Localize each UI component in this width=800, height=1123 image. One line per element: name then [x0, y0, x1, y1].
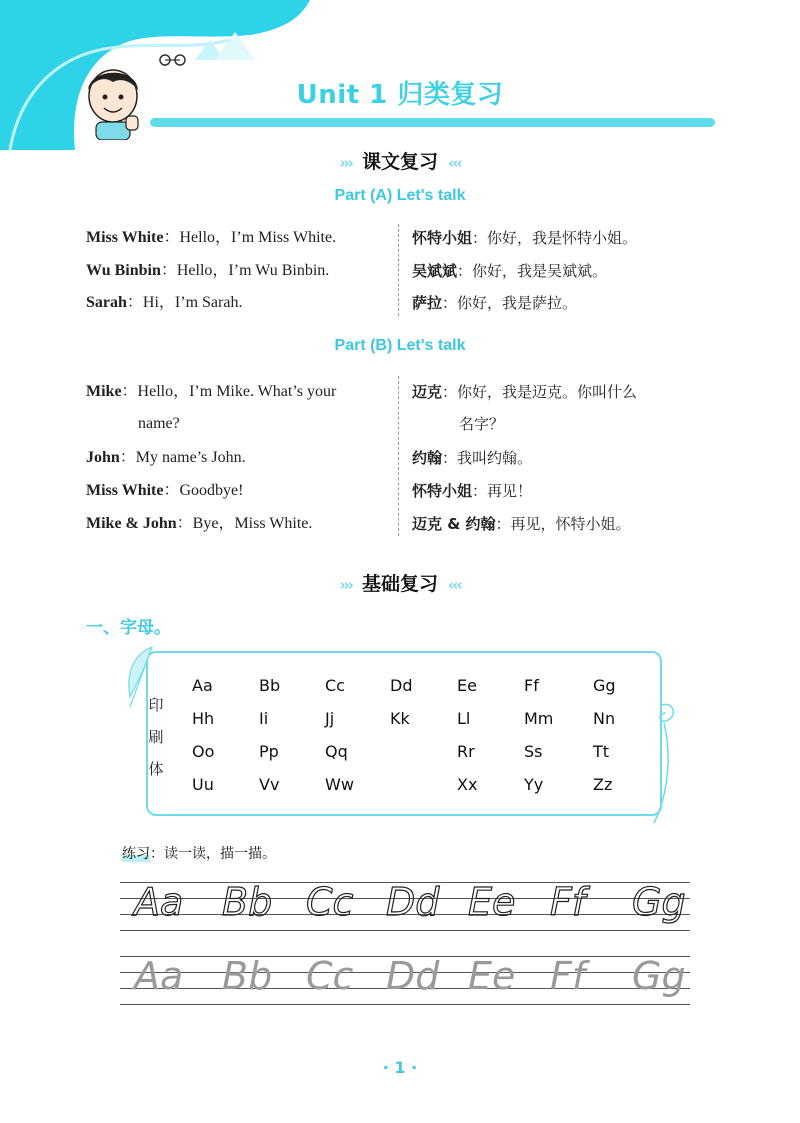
print-letter: Bb — [259, 676, 281, 695]
print-letter: Hh — [192, 709, 215, 728]
dialog-line-cn: 怀特小姐：再见！ — [412, 482, 533, 500]
dialog-line-cn: 迈克 & 约翰：再见，怀特小姐。 — [412, 515, 631, 533]
section-title-label: 课文复习 — [361, 151, 438, 173]
trace-letter: Ee — [468, 880, 516, 924]
print-letter: Pp — [259, 742, 279, 761]
dialog-line: Miss White：Hello，I’m Miss White. — [86, 229, 337, 246]
practice-letter: Gg — [632, 954, 686, 998]
arrows-right-icon: ››› — [339, 576, 352, 594]
print-letter: Ww — [325, 775, 354, 794]
trace-letter: Ff — [550, 880, 586, 924]
arrows-left-icon: ‹‹‹ — [448, 154, 461, 172]
dialog-line: Mike：Hello，I’m Mike. What’s your — [86, 383, 337, 400]
print-label: 印 刷 体 — [148, 696, 164, 778]
dialog-line: John：My name’s John. — [86, 449, 246, 466]
part-b-title: Part (B) Let's talk — [334, 337, 466, 354]
trace-letter: Bb — [222, 880, 273, 924]
letter-card — [122, 645, 690, 830]
dialog-line: Wu Binbin：Hello，I’m Wu Binbin. — [86, 262, 330, 279]
section-title-label: 基础复习 — [361, 573, 438, 595]
dialog-line-cn: 约翰：我叫约翰。 — [412, 449, 533, 467]
print-letter: Kk — [390, 709, 410, 728]
dialog-line-cn: 怀特小姐：你好，我是怀特小姐。 — [412, 229, 638, 247]
dialog-line-cn: 吴斌斌：你好，我是吴斌斌。 — [412, 262, 608, 280]
print-letter: Zz — [593, 775, 613, 794]
header-bar — [150, 118, 715, 127]
practice-letter: Ff — [550, 954, 586, 998]
dialog-line: Miss White：Goodbye! — [86, 482, 244, 499]
dialog-line: Mike & John：Bye，Miss White. — [86, 515, 313, 532]
print-letter: Xx — [457, 775, 478, 794]
print-letter: Tt — [593, 742, 610, 761]
practice-letter: Cc — [306, 954, 354, 998]
page-title: Unit 1 归类复习 — [296, 80, 504, 110]
dialog-line-cn: 名字？ — [459, 415, 505, 433]
print-letter: Gg — [593, 676, 616, 695]
print-letter: Vv — [259, 775, 280, 794]
print-letter: Jj — [325, 709, 335, 728]
print-letter: Nn — [593, 709, 616, 728]
print-letter: Cc — [325, 676, 345, 695]
print-letter: Aa — [192, 676, 213, 695]
practice-grid[interactable] — [120, 956, 690, 1008]
print-letter: Ss — [524, 742, 543, 761]
print-letter: Rr — [457, 742, 475, 761]
part-a-title: Part (A) Let's talk — [334, 187, 466, 204]
arrows-right-icon: ››› — [339, 154, 352, 172]
column-divider — [398, 376, 399, 536]
section-title-text-review — [0, 147, 800, 174]
dialog-line-cn: 萨拉：你好，我是萨拉。 — [412, 294, 578, 312]
scroll-curl-icon — [644, 695, 684, 825]
column-divider — [398, 224, 399, 316]
dialog-line: name? — [138, 415, 180, 432]
print-letter: Ii — [259, 709, 269, 728]
print-letter: Uu — [192, 775, 214, 794]
print-letter: Yy — [524, 775, 544, 794]
dialog-line: Sarah：Hi，I’m Sarah. — [86, 294, 243, 311]
print-letter: Ee — [457, 676, 477, 695]
dialog-line-cn: 迈克：你好，我是迈克。你叫什么 — [412, 383, 638, 401]
trace-letter: Aa — [134, 880, 184, 924]
practice-letter: Bb — [222, 954, 273, 998]
print-letter: Mm — [524, 709, 554, 728]
practice-letter: Ee — [468, 954, 516, 998]
print-letter: Ll — [457, 709, 471, 728]
practice-instruction: 练习：读一读，描一描。 — [122, 846, 276, 862]
practice-letter: Dd — [386, 954, 440, 998]
print-letter: Dd — [390, 676, 413, 695]
trace-letter: Gg — [632, 880, 686, 924]
print-letter: Ff — [524, 676, 539, 695]
trace-letter: Dd — [386, 880, 440, 924]
page-number: · 1 · — [382, 1058, 418, 1077]
section-title-basic-review — [0, 569, 800, 596]
practice-letter: Aa — [134, 954, 184, 998]
letters-heading: 一、字母。 — [86, 618, 171, 638]
print-letter: Qq — [325, 742, 348, 761]
trace-letter: Cc — [306, 880, 354, 924]
arrows-left-icon: ‹‹‹ — [448, 576, 461, 594]
print-letter: Oo — [192, 742, 215, 761]
trace-grid[interactable] — [120, 882, 690, 934]
